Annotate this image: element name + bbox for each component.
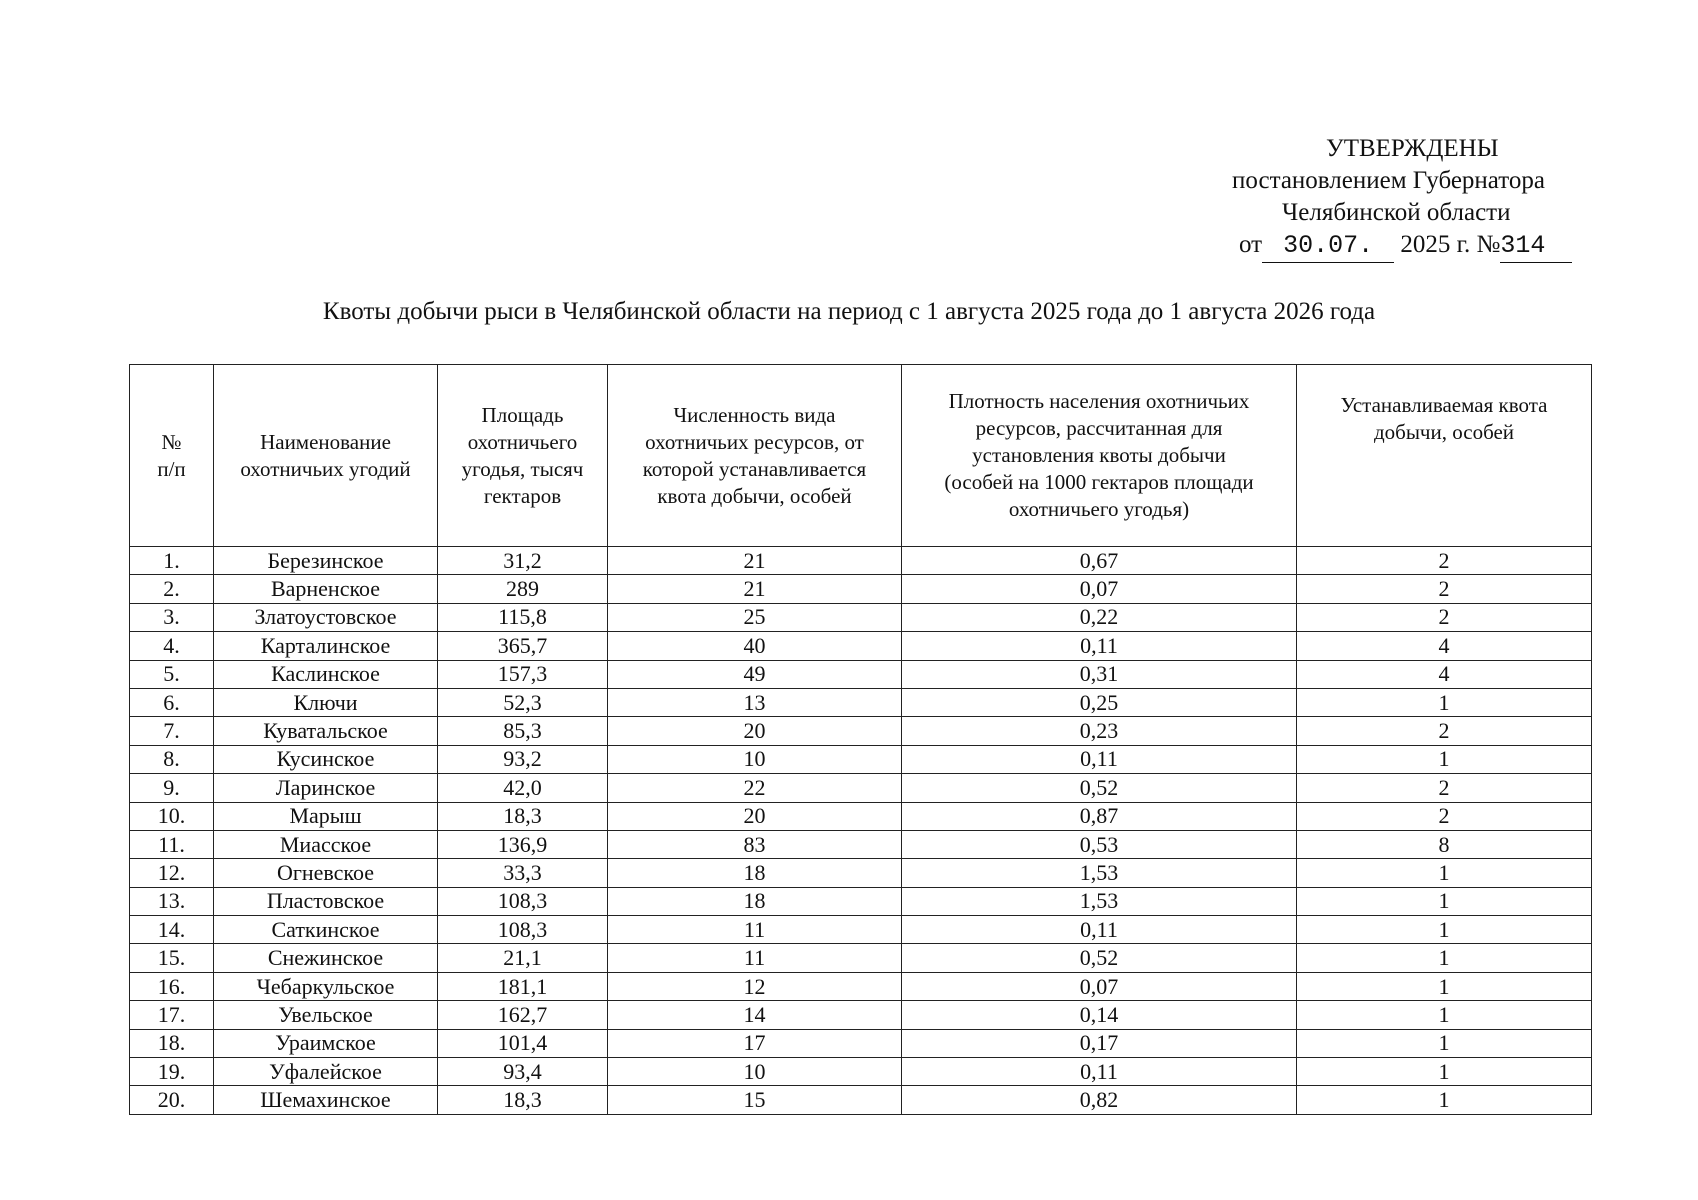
cell-area: 42,0 [438,774,608,802]
cell-name: Кусинское [214,745,438,773]
cell-count: 12 [608,972,902,1000]
cell-density: 0,82 [902,1086,1297,1114]
cell-num: 18. [130,1029,214,1057]
header-area: Площадь охотничьего угодья, тысяч гектаров [438,365,608,547]
cell-name: Саткинское [214,916,438,944]
cell-area: 181,1 [438,972,608,1000]
cell-num: 14. [130,916,214,944]
cell-area: 85,3 [438,717,608,745]
cell-area: 108,3 [438,887,608,915]
quota-table [129,364,1592,1115]
cell-quota: 1 [1297,1058,1592,1086]
approval-from-label: от [1239,231,1263,258]
approval-date-line [1195,229,1615,263]
cell-num: 10. [130,802,214,830]
header-quota: Устанавливаемая квота добычи, особей [1297,365,1592,547]
table-row [130,916,1592,944]
cell-name: Шемахинское [214,1086,438,1114]
table-body [130,547,1592,1115]
cell-quota: 1 [1297,688,1592,716]
cell-count: 10 [608,1058,902,1086]
cell-quota: 1 [1297,887,1592,915]
cell-quota: 4 [1297,660,1592,688]
header-num: № п/п [130,365,214,547]
table-row [130,575,1592,603]
table-row [130,688,1592,716]
table-row [130,1029,1592,1057]
cell-name: Куватальское [214,717,438,745]
header-density: Плотность населения охотничьих ресурсов, рассчитанная для установления квоты добычи (особей на 1000 гектаров площади охотничьего угодья) [902,365,1297,547]
cell-density: 0,17 [902,1029,1297,1057]
cell-count: 83 [608,830,902,858]
cell-area: 52,3 [438,688,608,716]
cell-count: 14 [608,1001,902,1029]
cell-quota: 2 [1297,547,1592,575]
cell-quota: 1 [1297,745,1592,773]
table-row [130,717,1592,745]
cell-quota: 1 [1297,859,1592,887]
approval-year-label: 2025 г. № [1400,231,1501,258]
cell-area: 18,3 [438,802,608,830]
cell-quota: 1 [1297,1029,1592,1057]
cell-num: 11. [130,830,214,858]
table-row [130,887,1592,915]
cell-density: 0,11 [902,916,1297,944]
cell-quota: 2 [1297,575,1592,603]
cell-density: 0,22 [902,603,1297,631]
cell-quota: 1 [1297,916,1592,944]
cell-name: Увельское [214,1001,438,1029]
approval-heading: УТВЕРЖДЕНЫ [1326,135,1499,162]
cell-num: 16. [130,972,214,1000]
approval-number: 314 [1500,230,1572,263]
cell-quota: 8 [1297,830,1592,858]
cell-num: 13. [130,887,214,915]
cell-quota: 1 [1297,944,1592,972]
cell-quota: 2 [1297,603,1592,631]
cell-num: 1. [130,547,214,575]
cell-area: 33,3 [438,859,608,887]
cell-area: 162,7 [438,1001,608,1029]
cell-name: Пластовское [214,887,438,915]
cell-quota: 2 [1297,802,1592,830]
cell-area: 21,1 [438,944,608,972]
table-row [130,1058,1592,1086]
cell-name: Чебаркульское [214,972,438,1000]
cell-name: Варненское [214,575,438,603]
cell-count: 17 [608,1029,902,1057]
cell-area: 136,9 [438,830,608,858]
cell-count: 21 [608,547,902,575]
cell-num: 20. [130,1086,214,1114]
cell-num: 2. [130,575,214,603]
cell-name: Миасское [214,830,438,858]
cell-area: 31,2 [438,547,608,575]
cell-density: 1,53 [902,887,1297,915]
cell-count: 20 [608,802,902,830]
cell-count: 25 [608,603,902,631]
cell-density: 0,67 [902,547,1297,575]
cell-count: 40 [608,632,902,660]
cell-num: 19. [130,1058,214,1086]
table-row [130,859,1592,887]
cell-name: Златоустовское [214,603,438,631]
cell-area: 115,8 [438,603,608,631]
cell-num: 3. [130,603,214,631]
cell-density: 1,53 [902,859,1297,887]
cell-density: 0,11 [902,745,1297,773]
cell-area: 365,7 [438,632,608,660]
cell-num: 4. [130,632,214,660]
cell-count: 49 [608,660,902,688]
cell-density: 0,07 [902,972,1297,1000]
cell-density: 0,52 [902,944,1297,972]
cell-area: 93,4 [438,1058,608,1086]
cell-num: 12. [130,859,214,887]
cell-name: Снежинское [214,944,438,972]
cell-name: Уфалейское [214,1058,438,1086]
cell-name: Марыш [214,802,438,830]
cell-density: 0,07 [902,575,1297,603]
cell-count: 10 [608,745,902,773]
header-count: Численность вида охотничьих ресурсов, от которой устанавливается квота добычи, особей [608,365,902,547]
cell-name: Ларинское [214,774,438,802]
cell-count: 20 [608,717,902,745]
cell-quota: 1 [1297,1001,1592,1029]
cell-count: 18 [608,887,902,915]
cell-density: 0,11 [902,632,1297,660]
cell-area: 289 [438,575,608,603]
approval-date: 30.07. [1262,230,1394,263]
cell-count: 21 [608,575,902,603]
table-row [130,830,1592,858]
cell-area: 108,3 [438,916,608,944]
cell-name: Ураимское [214,1029,438,1057]
approval-region-line: Челябинской области [1282,199,1511,226]
table-row [130,802,1592,830]
cell-num: 17. [130,1001,214,1029]
cell-density: 0,31 [902,660,1297,688]
header-name: Наименование охотничьих угодий [214,365,438,547]
cell-count: 18 [608,859,902,887]
cell-area: 157,3 [438,660,608,688]
cell-name: Ключи [214,688,438,716]
cell-num: 7. [130,717,214,745]
cell-num: 9. [130,774,214,802]
cell-count: 11 [608,916,902,944]
table-row [130,1086,1592,1114]
cell-name: Карталинское [214,632,438,660]
cell-quota: 1 [1297,972,1592,1000]
cell-count: 13 [608,688,902,716]
table-header-row [130,365,1592,547]
cell-count: 11 [608,944,902,972]
cell-name: Огневское [214,859,438,887]
cell-num: 8. [130,745,214,773]
cell-name: Каслинское [214,660,438,688]
cell-density: 0,52 [902,774,1297,802]
cell-area: 18,3 [438,1086,608,1114]
cell-density: 0,11 [902,1058,1297,1086]
cell-density: 0,53 [902,830,1297,858]
approval-block [1195,133,1615,263]
cell-density: 0,87 [902,802,1297,830]
table-row [130,745,1592,773]
table-row [130,944,1592,972]
table-row [130,603,1592,631]
document-title: Квоты добычи рыси в Челябинской области на период с 1 августа 2025 года до 1 августа 2026 года [322,298,1376,325]
cell-quota: 2 [1297,717,1592,745]
cell-count: 15 [608,1086,902,1114]
cell-density: 0,25 [902,688,1297,716]
table-row [130,632,1592,660]
cell-num: 15. [130,944,214,972]
cell-num: 5. [130,660,214,688]
table-row [130,547,1592,575]
cell-quota: 1 [1297,1086,1592,1114]
cell-area: 101,4 [438,1029,608,1057]
cell-density: 0,23 [902,717,1297,745]
cell-num: 6. [130,688,214,716]
table-row [130,660,1592,688]
table-row [130,1001,1592,1029]
table-row [130,774,1592,802]
table-row [130,972,1592,1000]
cell-quota: 4 [1297,632,1592,660]
approval-decree-line: постановлением Губернатора [1232,167,1545,194]
cell-quota: 2 [1297,774,1592,802]
cell-area: 93,2 [438,745,608,773]
cell-count: 22 [608,774,902,802]
cell-name: Березинское [214,547,438,575]
cell-density: 0,14 [902,1001,1297,1029]
